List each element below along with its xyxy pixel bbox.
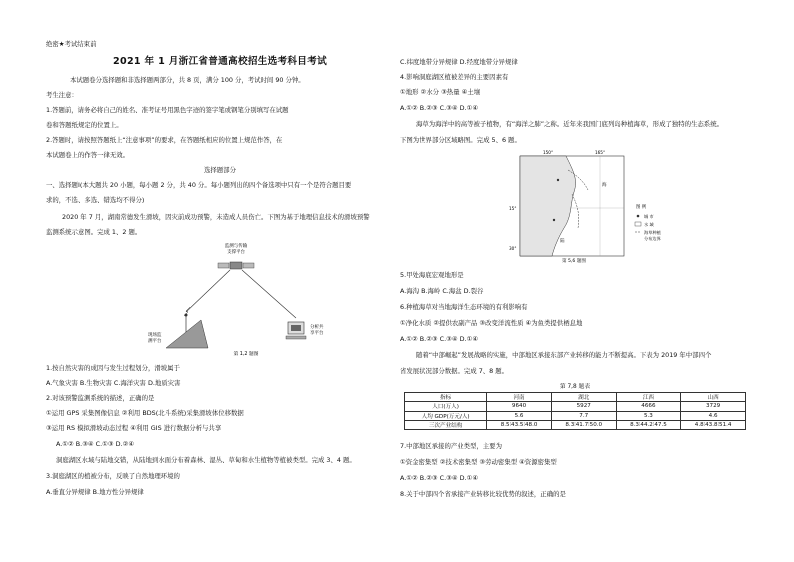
question-7: 7.中部地区承接的产业类型，主要为 bbox=[400, 442, 502, 450]
question-2-statements-2: ③运用 RS 模拟滑坡动态过程 ④利用 GIS 进行数据分析与共享 bbox=[46, 424, 222, 432]
question-3: 3.洞庭湖区的植被分布，反映了自然地理环境的 bbox=[46, 472, 180, 480]
table-header-row bbox=[405, 393, 746, 402]
notice-2a: 2.答题时，请按照答题纸上“注意事项”的要求，在答题纸相应的位置上规范作答，在 bbox=[46, 136, 283, 144]
table-cell: 三次产业结构 bbox=[405, 420, 487, 429]
field-platform-label-1: 现场监 bbox=[148, 333, 162, 338]
link-right bbox=[242, 270, 296, 318]
passage4-b: 省发展状况部分数据。完成 7、8 题。 bbox=[400, 367, 509, 375]
question-5-options: A.海沟 B.海岭 C.海盆 D.裂谷 bbox=[400, 287, 484, 295]
map-legend bbox=[635, 203, 662, 242]
legend-city: 城 市 bbox=[644, 214, 654, 219]
table-header: 指标 bbox=[405, 393, 487, 402]
figure-regional-map bbox=[508, 150, 688, 264]
map-label-land: 陆 bbox=[560, 239, 565, 244]
legend-water: 水 域 bbox=[644, 222, 654, 227]
analysis-platform-label-2: 享平台 bbox=[310, 331, 324, 336]
question-3-options-a: A.垂直分异规律 B.地方性分异规律 bbox=[46, 488, 144, 496]
passage1-b: 监测系统示意图。完成 1、2 题。 bbox=[46, 228, 142, 236]
question-4: 4.影响洞庭湖区植被差异的主要因素有 bbox=[400, 73, 509, 81]
table-cell: 8.3∶41.7∶50.0 bbox=[551, 420, 616, 429]
table-caption: 第 7,8 题表 bbox=[559, 384, 591, 390]
question-7-options: A.①② B.②③ C.③④ D.①④ bbox=[400, 474, 479, 482]
table-cell: 人均 GDP(万元/人) bbox=[405, 411, 487, 420]
question-1: 1.按自然灾害的成因与发生过程划分，滑坡属于 bbox=[46, 364, 180, 372]
question-8: 8.关于中部四个省承接产业转移比较优势的叙述，正确的是 bbox=[400, 490, 566, 498]
link-left bbox=[186, 270, 230, 312]
computer-icon bbox=[286, 322, 306, 339]
question-4-options: A.①② B.②③ C.③④ D.①④ bbox=[400, 104, 479, 112]
question-7-statements: ①资金密集型 ②技术密集型 ③劳动密集型 ④资源密集型 bbox=[400, 458, 557, 466]
figure-caption: 第 1,2 题图 bbox=[233, 352, 259, 357]
table-cell: 人口(万人) bbox=[405, 402, 487, 411]
table-row bbox=[405, 420, 746, 429]
table-cell: 3729 bbox=[681, 402, 746, 411]
table-cell: 7.7 bbox=[551, 411, 616, 420]
passage3-a: 海草为海洋中的高等被子植物，有“海洋之肺”之称。近年来我国门底列岛种植海草，形成了独特的生态系统。 bbox=[416, 120, 723, 128]
part1-instruction-b: 求的，不选、多选、错选均不得分) bbox=[46, 196, 145, 204]
question-6-options: A.①② B.②③ C.③④ D.①④ bbox=[400, 335, 479, 343]
satellite-icon bbox=[218, 262, 254, 269]
table-row bbox=[405, 402, 746, 411]
table-header: 山西 bbox=[681, 393, 746, 402]
table-header: 湖北 bbox=[551, 393, 616, 402]
legend-seagrass: 海草种植 bbox=[644, 230, 661, 235]
satellite-label-2: 支撑平台 bbox=[227, 250, 245, 255]
question-1-options: A.气象灾害 B.生物灾害 C.海洋灾害 D.地质灾害 bbox=[46, 379, 181, 387]
exam-intro: 本试题卷分选择题和非选择题两部分，共 8 页，满分 100 分，考试时间 90 分钟。 bbox=[70, 76, 305, 84]
slope-station-icon bbox=[166, 314, 208, 349]
table-cell: 5.6 bbox=[487, 411, 552, 420]
notice-2b: 本试题卷上的作答一律无效。 bbox=[46, 151, 130, 159]
confidential-label: 绝密★考试结束前 bbox=[46, 40, 97, 48]
figure-landslide-monitoring bbox=[146, 240, 336, 360]
passage3-b: 下图为世界部分区域略图。完成 5、6 题。 bbox=[400, 136, 521, 144]
question-6-statements: ①净化水质 ②提供农副产品 ③改变洋流性质 ④为鱼类提供栖息地 bbox=[400, 319, 583, 327]
question-2: 2.对该预警监测系统的描述，正确的是 bbox=[46, 394, 155, 402]
passage4-a: 随着“中部崛起”发展战略的实施，中部地区承接东部产业转移的能力不断提高。下表为 2019 年中部四个 bbox=[416, 351, 712, 359]
table-cell: 8.5∶43.5∶48.0 bbox=[487, 420, 552, 429]
part1-instruction-a: 一、选择题Ⅰ(本大题共 20 小题，每小题 2 分，共 40 分。每小题列出的四个备选项中只有一个是符合题目要 bbox=[46, 181, 352, 189]
question-2-options: A.①② B.③④ C.①③ D.②④ bbox=[56, 440, 135, 448]
table-cell: 9640 bbox=[487, 402, 552, 411]
table-cell: 4.8∶43.8∶51.4 bbox=[681, 420, 746, 429]
field-platform-label-2: 测平台 bbox=[148, 339, 162, 344]
legend-seagrass-2: 分布边界 bbox=[644, 236, 661, 241]
question-4-statements: ①地形 ②水分 ③热量 ④土壤 bbox=[400, 88, 481, 96]
table-header: 江西 bbox=[616, 393, 681, 402]
table-header: 河南 bbox=[487, 393, 552, 402]
latitude-label-2: 30° bbox=[509, 246, 517, 251]
satellite-label-1: 监测与传输 bbox=[224, 244, 248, 249]
exam-title: 2021 年 1 月浙江省普通高校招生选考科目考试 bbox=[113, 56, 327, 67]
map-label-sea: 海 bbox=[602, 183, 607, 188]
notice-1a: 1.答题前，请务必将自己的姓名、准考证号用黑色字迹的签字笔或钢笔分别填写在试题 bbox=[46, 106, 289, 114]
question-2-statements-1: ①运用 GPS 采集图像信息 ②利用 BDS(北斗系统)采集滑坡体位移数据 bbox=[46, 409, 244, 417]
longitude-label-2: 165° bbox=[594, 150, 606, 155]
passage1-a: 2020 年 7 月，湖南常德发生滑坡，因灾前成功预警，未造成人员伤亡。下图为基于地理信息技术的滑坡预警 bbox=[62, 213, 370, 221]
notice-heading: 考生注意： bbox=[46, 91, 78, 99]
legend-title: 图 例 bbox=[636, 205, 647, 210]
table-cell: 8.3∶44.2∶47.5 bbox=[616, 420, 681, 429]
table-cell: 5.3 bbox=[616, 411, 681, 420]
question-3-options-b: C.纬度地带分异规律 D.经度地带分异规律 bbox=[400, 58, 518, 66]
section-heading: 选择题部分 bbox=[204, 166, 236, 174]
table-cell: 5927 bbox=[551, 402, 616, 411]
longitude-label-1: 150° bbox=[542, 150, 554, 155]
table-row bbox=[405, 411, 746, 420]
map-caption: 第 5,6 题图 bbox=[561, 259, 587, 264]
passage2: 洞庭湖区水域与陆地交错，从陆地到水面分布着森林、湿丛、草甸和水生植物等植被类型。完成 3、4 题。 bbox=[56, 456, 356, 464]
notice-1b: 卷和答题纸规定的位置上。 bbox=[46, 121, 123, 129]
analysis-platform-label-1: 分析共 bbox=[310, 325, 324, 330]
latitude-label-1: 15° bbox=[509, 206, 517, 211]
question-6: 6.种植海草对当地海洋生态环境的有利影响有 bbox=[400, 303, 528, 311]
question-5: 5.甲处海底宏观地形是 bbox=[400, 271, 464, 279]
province-data-table bbox=[404, 392, 746, 430]
table-cell: 4.6 bbox=[681, 411, 746, 420]
table-cell: 4666 bbox=[616, 402, 681, 411]
